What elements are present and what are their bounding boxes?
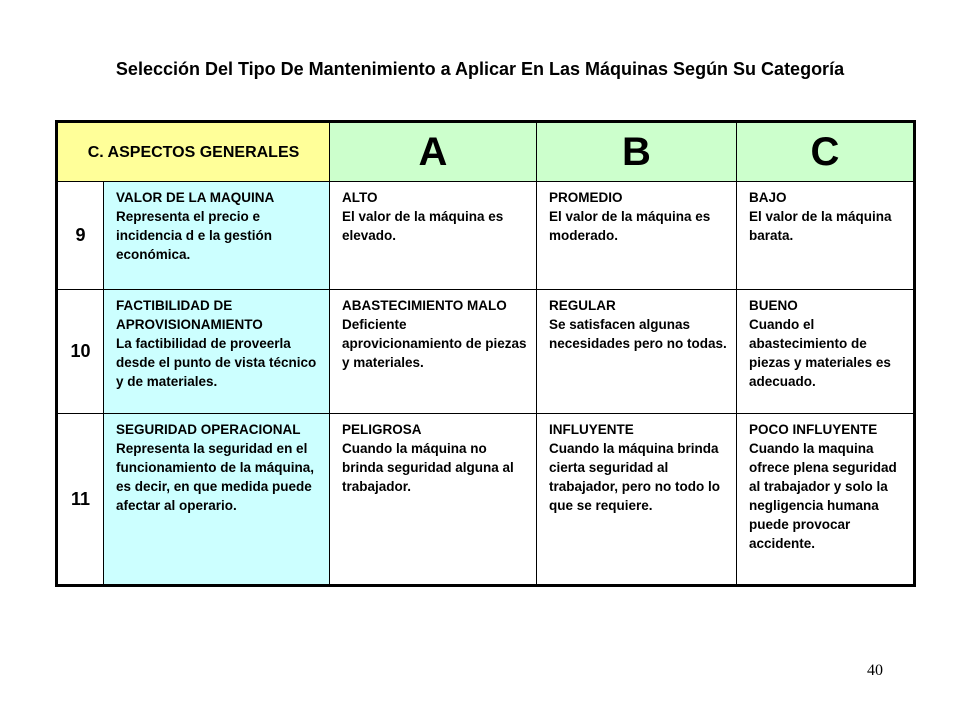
category-c-title: POCO INFLUYENTE [749, 422, 878, 437]
category-b-description: Cuando la máquina brinda cierta seguridad al trabajador, pero no todo lo que se requiere. [549, 441, 721, 513]
aspects-header: C. ASPECTOS GENERALES [57, 122, 330, 182]
aspect-title: FACTIBILIDAD DE APROVISIONAMIENTO [116, 298, 263, 332]
category-c-description: El valor de la máquina barata. [749, 209, 892, 243]
row-number: 10 [57, 290, 104, 414]
maintenance-selection-table [55, 120, 916, 587]
category-a-cell [330, 182, 537, 290]
table-row [57, 290, 915, 414]
category-b-title: INFLUYENTE [549, 422, 634, 437]
table-row [57, 182, 915, 290]
row-number: 11 [57, 414, 104, 586]
aspect-cell [104, 290, 330, 414]
category-a-cell [330, 290, 537, 414]
category-a-title: ABASTECIMIENTO MALO [342, 298, 507, 313]
category-b-cell [537, 290, 737, 414]
category-c-title: BUENO [749, 298, 798, 313]
page-number: 40 [867, 662, 883, 679]
category-a-cell [330, 414, 537, 586]
page-title: Selección Del Tipo De Mantenimiento a Aplicar En Las Máquinas Según Su Categoría [115, 59, 845, 79]
row-number: 9 [57, 182, 104, 290]
category-b-title: REGULAR [549, 298, 616, 313]
category-c-cell [737, 182, 915, 290]
aspect-title: SEGURIDAD OPERACIONAL [116, 422, 301, 437]
category-b-header: B [537, 122, 737, 182]
category-a-description: El valor de la máquina es elevado. [342, 209, 504, 243]
category-a-title: PELIGROSA [342, 422, 422, 437]
aspect-description: La factibilidad de proveerla desde el punto de vista técnico y de materiales. [116, 336, 317, 389]
category-c-cell [737, 414, 915, 586]
aspect-description: Representa la seguridad en el funcionamiento de la máquina, es decir, en que medida puede afectar al operario. [116, 441, 315, 513]
aspect-cell [104, 182, 330, 290]
category-a-description: Deficiente aprovicionamiento de piezas y materiales. [342, 317, 527, 370]
category-a-header: A [330, 122, 537, 182]
category-c-header: C [737, 122, 915, 182]
category-b-cell [537, 414, 737, 586]
category-b-description: El valor de la máquina es moderado. [549, 209, 711, 243]
category-c-title: BAJO [749, 190, 787, 205]
table-row [57, 414, 915, 586]
category-c-description: Cuando la maquina ofrece plena seguridad al trabajador y solo la negligencia humana puede provocar accidente. [749, 441, 897, 551]
aspect-description: Representa el precio e incidencia d e la gestión económica. [116, 209, 273, 262]
category-c-description: Cuando el abastecimiento de piezas y materiales es adecuado. [749, 317, 891, 389]
category-b-cell [537, 182, 737, 290]
aspect-cell [104, 414, 330, 586]
category-b-description: Se satisfacen algunas necesidades pero no todas. [549, 317, 727, 351]
header-row [57, 122, 915, 182]
category-b-title: PROMEDIO [549, 190, 623, 205]
aspect-title: VALOR DE LA MAQUINA [116, 190, 275, 205]
category-c-cell [737, 290, 915, 414]
category-a-title: ALTO [342, 190, 378, 205]
category-a-description: Cuando la máquina no brinda seguridad alguna al trabajador. [342, 441, 514, 494]
